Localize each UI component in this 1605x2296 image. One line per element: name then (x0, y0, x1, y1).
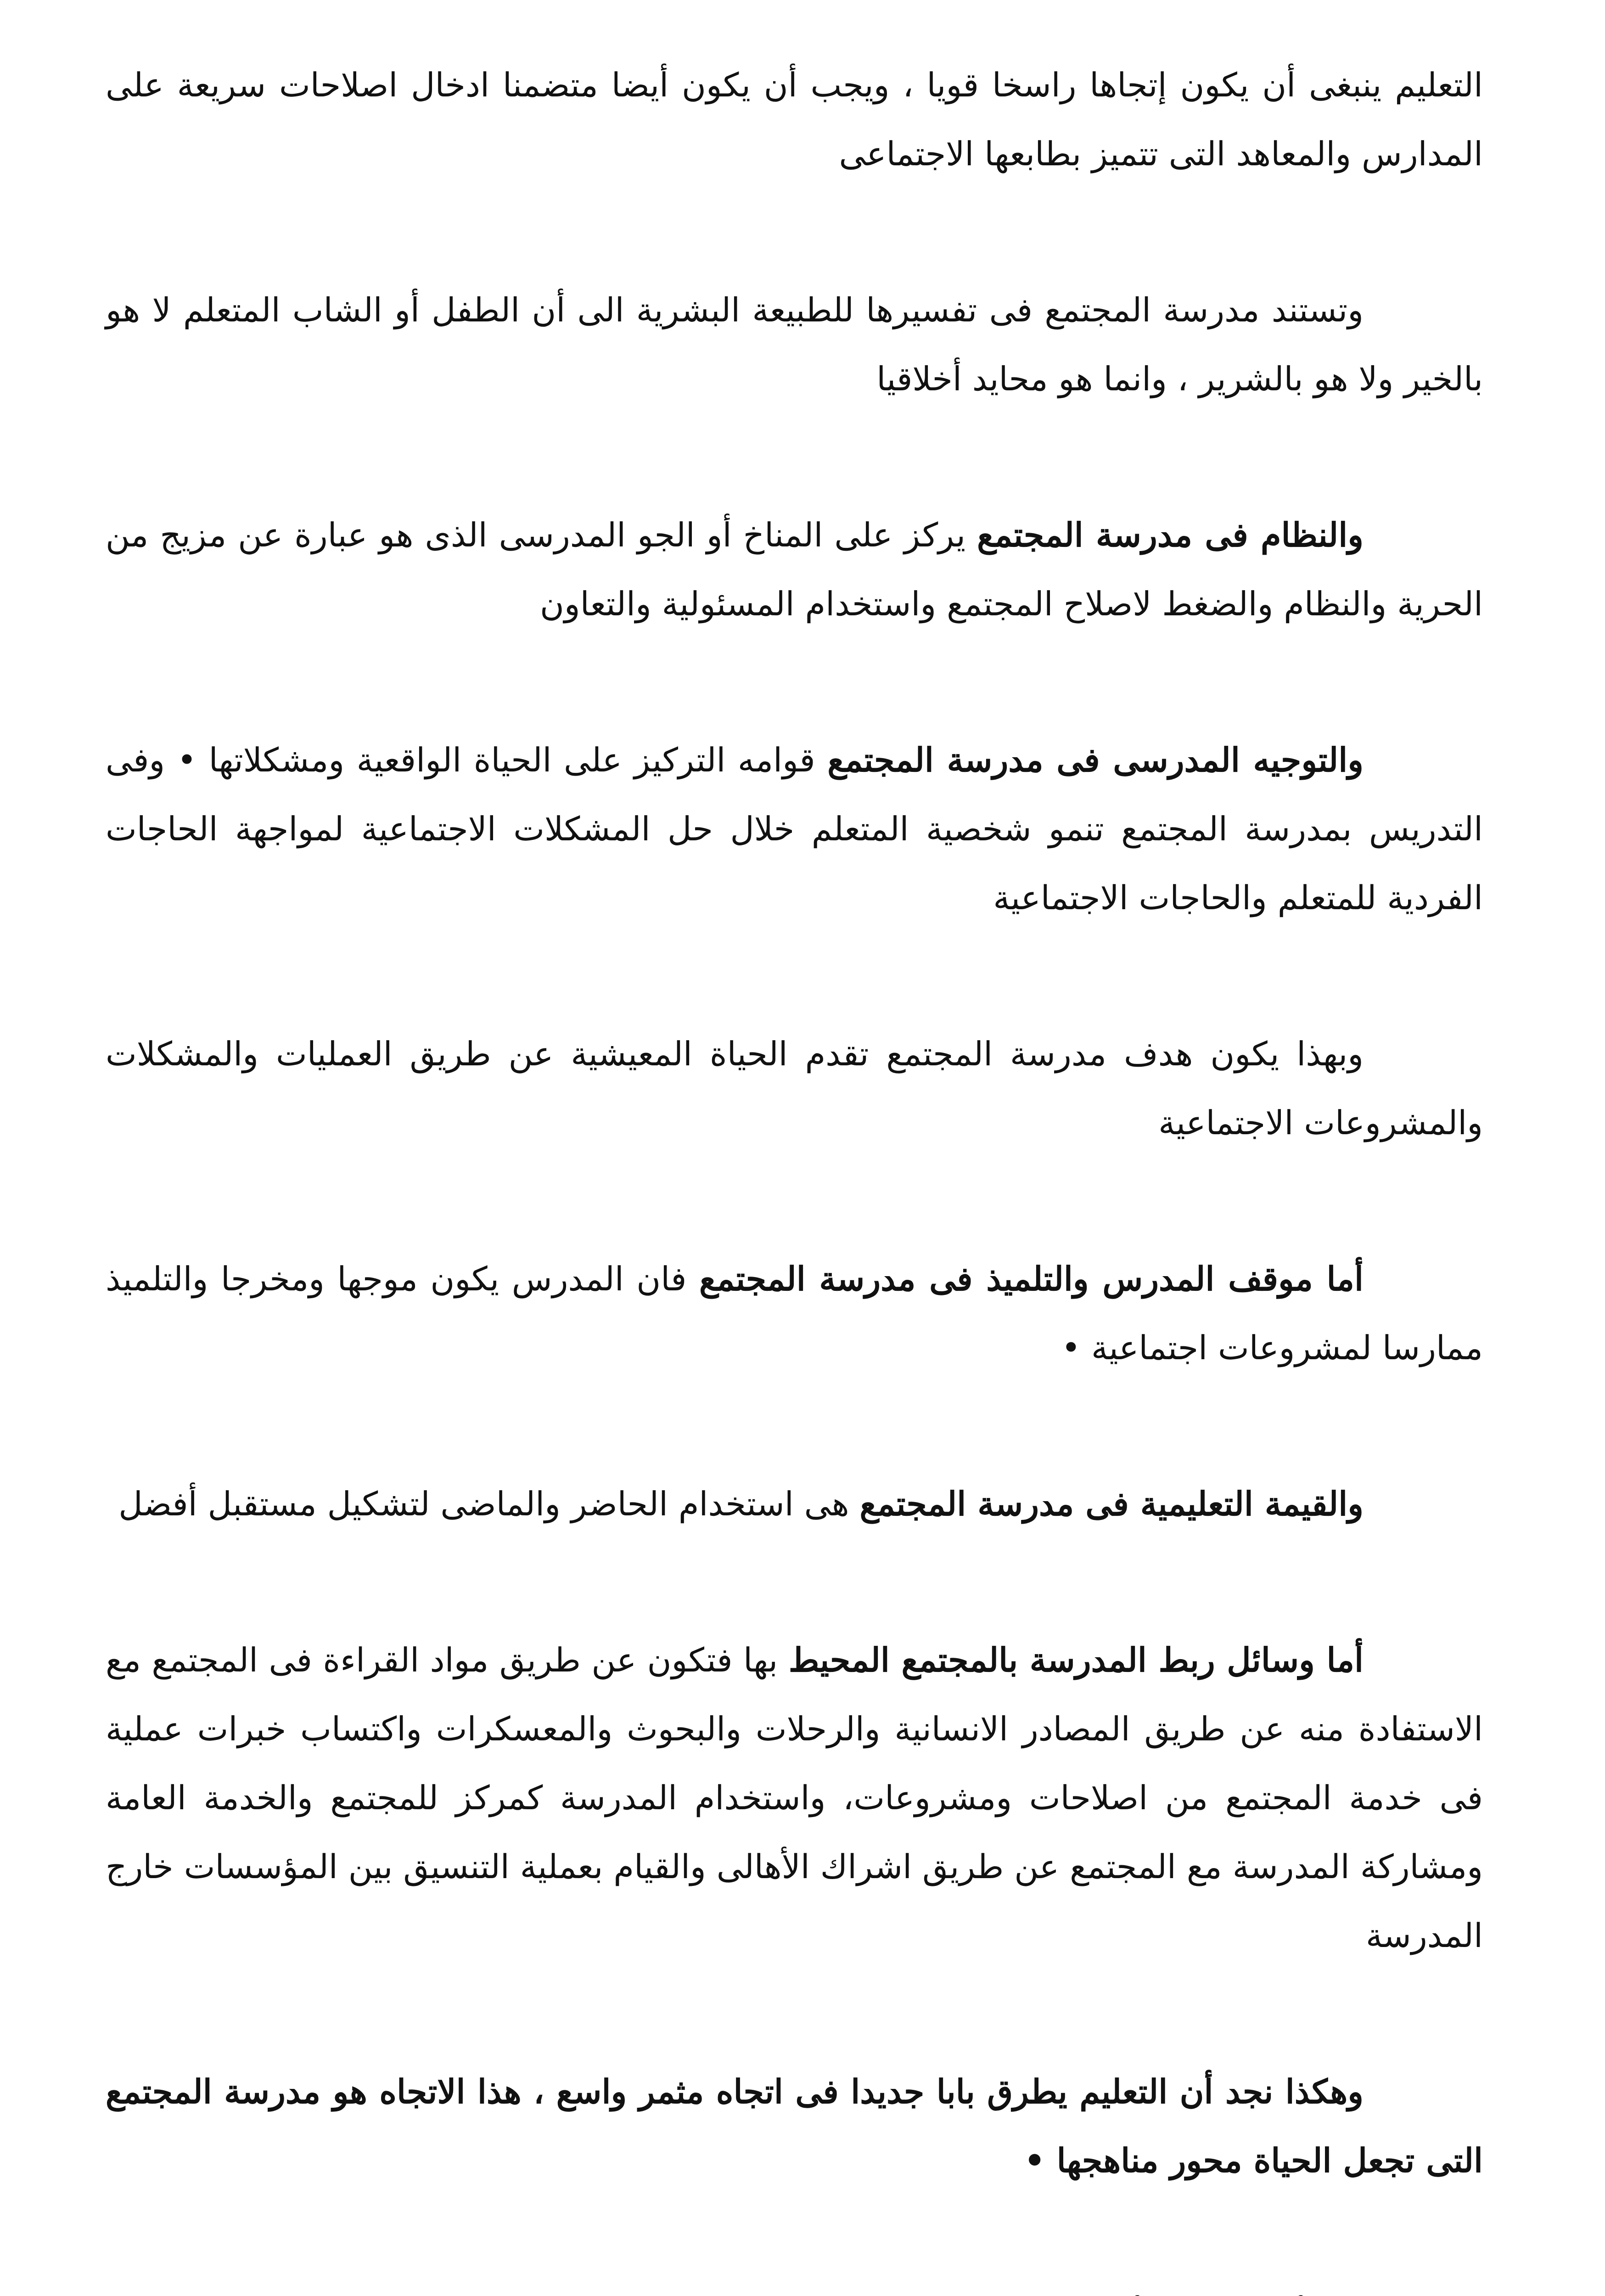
paragraph-8 (106, 1626, 1483, 1970)
paragraph-7 (106, 1469, 1483, 1538)
page-body (106, 51, 1483, 2296)
paragraph-1 (106, 51, 1483, 188)
paragraph-3-lead: والنظام فى مدرسة المجتمع (977, 515, 1364, 554)
paragraph-3-text: يركز على المناخ أو الجو المدرسى الذى هو عبارة عن مزيج من الحرية والنظام والضغط لاصلاح المجتمع واستخدام المسئولية والتعاون (106, 516, 1483, 623)
paragraph-8-lead: أما وسائل ربط المدرسة بالمجتمع المحيط (788, 1640, 1364, 1679)
paragraph-2-text: وتستند مدرسة المجتمع فى تفسيرها للطبيعة البشرية الى أن الطفل أو الشاب المتعلم لا هو بالخير ولا هو بالشرير ، وانما هو محايد أخلاقيا (106, 291, 1483, 398)
paragraph-6 (106, 1244, 1483, 1382)
paragraph-5 (106, 1019, 1483, 1157)
paragraph-5-text: وبهذا يكون هدف مدرسة المجتمع تقدم الحياة المعيشية عن طريق العمليات والمشكلات والمشروعات الاجتماعية (106, 1035, 1483, 1142)
paragraph-4 (106, 726, 1483, 932)
paragraph-7-lead: والقيمة التعليمية فى مدرسة المجتمع (859, 1484, 1364, 1523)
paragraph-10 (106, 2282, 1483, 2296)
paragraph-9-lead: وهكذا نجد أن التعليم يطرق بابا جديدا فى اتجاه مثمر واسع ، هذا الاتجاه هو مدرسة المجتمع التى تجعل الحياة محور مناهجها • (106, 2072, 1483, 2180)
paragraph-4-text: قوامه التركيز على الحياة الواقعية ومشكلاتها • وفى التدريس بمدرسة المجتمع تنمو شخصية المتعلم خلال حل المشكلات الاجتماعية لمواجهة الحاجات الفردية للمتعلم والحاجات الاجتماعية (106, 741, 1483, 917)
paragraph-2 (106, 276, 1483, 413)
paragraph-8-text: بها فتكون عن طريق مواد القراءة فى المجتمع مع الاستفادة منه عن طريق المصادر الانسانية والرحلات والبحوث والمعسكرات واكتساب خبرات عملية فى خدمة المجتمع من اصلاحات ومشروعات، واستخدام المدرسة كمركز للمجتمع والخدمة العامة ومشاركة المدرسة مع المجتمع عن طريق اشراك الأهالى والقيام بعملية التنسيق بين المؤسسات خارج المدرسة (106, 1641, 1483, 1955)
paragraph-6-text: فان المدرس يكون موجها ومخرجا والتلميذ ممارسا لمشروعات اجتماعية • (106, 1260, 1483, 1367)
paragraph-6-lead: أما موقف المدرس والتلميذ فى مدرسة المجتمع (699, 1259, 1364, 1298)
paragraph-3 (106, 501, 1483, 638)
paragraph-9 (106, 2057, 1483, 2195)
paragraph-1-text: التعليم ينبغى أن يكون إتجاها راسخا قويا ، ويجب أن يكون أيضا متضمنا ادخال اصلاحات سريعة على المدارس والمعاهد التى تتميز بطابعها الاجتماعى (106, 66, 1483, 173)
paragraph-4-lead: والتوجيه المدرسى فى مدرسة المجتمع (827, 740, 1364, 779)
paragraph-7-text: هى استخدام الحاضر والماضى لتشكيل مستقبل أفضل (118, 1485, 849, 1523)
